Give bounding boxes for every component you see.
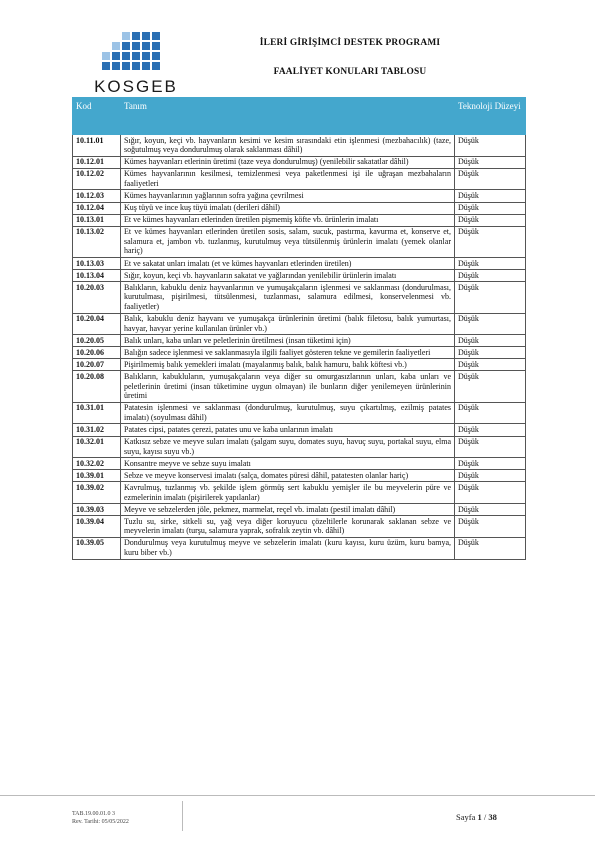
table-row [73,347,526,359]
row-description: Kümes hayvanlarının yağlarının sofra yağına çevrilmesi [121,190,455,202]
row-tech-level: Düşük [455,436,526,458]
table-row [73,135,526,157]
row-code: 10.12.03 [73,190,121,202]
row-description: Et ve kümes hayvanları etlerinden üretilen pişmemiş köfte vb. ürünlerin imalatı [121,214,455,226]
row-description: Meyve ve sebzelerden jöle, pekmez, marmelat, reçel vb. imalatı (pestil imalatı dâhil) [121,504,455,516]
table-row [73,537,526,559]
table-row [73,371,526,402]
row-description: Dondurulmuş veya kurutulmuş meyve ve sebzelerin imalatı (kuru kayısı, kuru üzüm, kuru bamya, kuru biber vb.) [121,537,455,559]
row-tech-level: Düşük [455,516,526,538]
row-code: 10.20.06 [73,347,121,359]
table-header-row [73,98,526,135]
table-row [73,482,526,504]
row-tech-level: Düşük [455,347,526,359]
row-code: 10.31.02 [73,424,121,436]
activity-table [72,97,526,560]
kosgeb-logo [72,30,200,102]
row-code: 10.11.01 [73,135,121,157]
row-description: Balıkların, kabuklu deniz hayvanlarının ve yumuşakçaların işlenmesi ve saklanması (dondurulması, kurutulması, pişirilmesi, tütsülenmesi, tuzlanması, salamura edilmesi, konservelenmesi vb. faaliyetler) [121,282,455,313]
row-tech-level: Düşük [455,214,526,226]
page-total: 38 [488,812,497,822]
table-row [73,270,526,282]
row-description: Katkısız sebze ve meyve suları imalatı (şalgam suyu, domates suyu, havuç suyu, portakal suyu, elma suyu, kayısı suyu vb.) [121,436,455,458]
logo-text: KOSGEB [94,77,178,96]
row-code: 10.12.01 [73,156,121,168]
revision-date: Rev. Tarihi: 05/05/2022 [72,819,129,825]
table-row [73,190,526,202]
row-code: 10.39.01 [73,470,121,482]
row-code: 10.39.02 [73,482,121,504]
row-tech-level: Düşük [455,226,526,257]
row-description: Kavrulmuş, tuzlanmış vb. şekilde işlem görmüş sert kabuklu yemişler ile bu meyvelerin püre ve ezmelerinin imalatı (pişirilerek yapılanlar) [121,482,455,504]
table-row [73,335,526,347]
table-row [73,359,526,371]
row-description: Pişirilmemiş balık yemekleri imalatı (mayalanmış balık, balık hamuru, balık köftesi vb.) [121,359,455,371]
table-row [73,436,526,458]
row-tech-level: Düşük [455,202,526,214]
row-description: Tuzlu su, sirke, sitkeli su, yağ veya diğer koruyucu çözeltilerle korunarak saklanan sebze ve meyvelerin imalatı (turşu, salamura yaprak, sofralık zeytin vb. dâhil) [121,516,455,538]
row-tech-level: Düşük [455,156,526,168]
row-description: Balığın sadece işlenmesi ve saklanmasıyla ilgili faaliyet gösteren tekne ve gemilerin faaliyetleri [121,347,455,359]
logo-grid-icon [92,32,168,76]
row-description: Balık unları, kaba unları ve peletlerinin üretilmesi (insan tüketimi için) [121,335,455,347]
row-code: 10.13.01 [73,214,121,226]
row-description: Et ve kümes hayvanları etlerinden üretilen sosis, salam, sucuk, pastırma, kavurma et, konserve et, salamura et, jambon vb. tuzlanmış, kurutulmuş veya tütsülenmiş ürünlerin imalatı (yemek olanlar hariç) [121,226,455,257]
row-code: 10.12.02 [73,168,121,190]
doc-code: TAB.19.00.01.0 3 [72,811,116,817]
row-code: 10.13.03 [73,258,121,270]
row-code: 10.13.02 [73,226,121,257]
page-number [456,812,497,822]
row-tech-level: Düşük [455,504,526,516]
table-row [73,458,526,470]
row-tech-level: Düşük [455,482,526,504]
page-current: 1 [477,812,482,822]
row-description: Sığır, koyun, keçi vb. hayvanların kesimi ve kesim sırasındaki etin işlenmesi (mezbahacılık) (taze, soğutulmuş veya dondurulmuş olarak saklanması dâhil) [121,135,455,157]
table-row [73,168,526,190]
row-description: Patatesin işlenmesi ve saklanması (dondurulmuş, kurutulmuş, suyu çıkartılmış, ezilmiş patates imalatı) (soyulması dâhil) [121,402,455,424]
row-code: 10.20.08 [73,371,121,402]
row-description: Patates cipsi, patates çerezi, patates unu ve kaba unlarının imalatı [121,424,455,436]
footer-divider [0,795,595,796]
page-label: Sayfa [456,812,476,822]
table-row [73,313,526,335]
row-code: 10.32.01 [73,436,121,458]
table-row [73,214,526,226]
footer-vertical-divider [182,801,183,831]
row-tech-level: Düşük [455,190,526,202]
table-row [73,226,526,257]
row-tech-level: Düşük [455,537,526,559]
row-tech-level: Düşük [455,424,526,436]
row-code: 10.13.04 [73,270,121,282]
row-tech-level: Düşük [455,135,526,157]
table-row [73,470,526,482]
row-tech-level: Düşük [455,359,526,371]
row-description: Konsantre meyve ve sebze suyu imalatı [121,458,455,470]
row-tech-level: Düşük [455,470,526,482]
table-row [73,202,526,214]
table-title: FAALİYET KONULARI TABLOSU [273,67,427,77]
page-separator: / [481,812,489,822]
table-row [73,504,526,516]
row-description: Kuş tüyü ve ince kuş tüyü imalatı (derileri dâhil) [121,202,455,214]
table-row [73,424,526,436]
table-row [73,156,526,168]
row-tech-level: Düşük [455,168,526,190]
row-tech-level: Düşük [455,371,526,402]
footer-doc-info [72,810,129,826]
table-row [73,516,526,538]
row-code: 10.32.02 [73,458,121,470]
row-code: 10.39.05 [73,537,121,559]
row-description: Kümes hayvanları etlerinin üretimi (taze veya dondurulmuş) (yenilebilir sakatatlar dâhil) [121,156,455,168]
row-tech-level: Düşük [455,458,526,470]
row-code: 10.20.05 [73,335,121,347]
row-code: 10.39.03 [73,504,121,516]
program-title: İLERİ GİRİŞİMCİ DESTEK PROGRAMI [259,38,441,48]
row-code: 10.39.04 [73,516,121,538]
table-body [73,135,526,560]
row-code: 10.12.04 [73,202,121,214]
row-tech-level: Düşük [455,270,526,282]
table-row [73,258,526,270]
row-description: Sebze ve meyve konservesi imalatı (salça, domates püresi dâhil, patatesten olanlar hariç) [121,470,455,482]
row-code: 10.20.07 [73,359,121,371]
row-tech-level: Düşük [455,282,526,313]
row-tech-level: Düşük [455,402,526,424]
row-description: Balıkların, kabukluların, yumuşakçaların veya diğer su omurgasızlarının unları, kaba unları ve peletlerinin üretimi (insan tüketimine uygun olmayan) ile bunların diğer yenilemeyen ürünlerinin üretimi [121,371,455,402]
row-code: 10.20.04 [73,313,121,335]
row-description: Sığır, koyun, keçi vb. hayvanların sakatat ve yağlarından yenilebilir ürünlerin imalatı [121,270,455,282]
column-header-duzey: Teknoloji Düzeyi [455,98,526,135]
row-tech-level: Düşük [455,335,526,347]
row-code: 10.31.01 [73,402,121,424]
row-tech-level: Düşük [455,258,526,270]
row-description: Balık, kabuklu deniz hayvanı ve yumuşakça ürünlerinin üretimi (balık filetosu, balık yumurtası, havyar, havyar yerine kullanılan ürünler vb.) [121,313,455,335]
column-header-tanim: Tanım [121,98,455,135]
row-description: Et ve sakatat unları imalatı (et ve kümes hayvanları etlerinden üretilen) [121,258,455,270]
row-code: 10.20.03 [73,282,121,313]
column-header-kod: Kod [73,98,121,135]
table-row [73,402,526,424]
row-tech-level: Düşük [455,313,526,335]
row-description: Kümes hayvanlarının kesilmesi, temizlenmesi veya paketlenmesi işi ile uğraşan mezbahaların faaliyetleri [121,168,455,190]
table-row [73,282,526,313]
